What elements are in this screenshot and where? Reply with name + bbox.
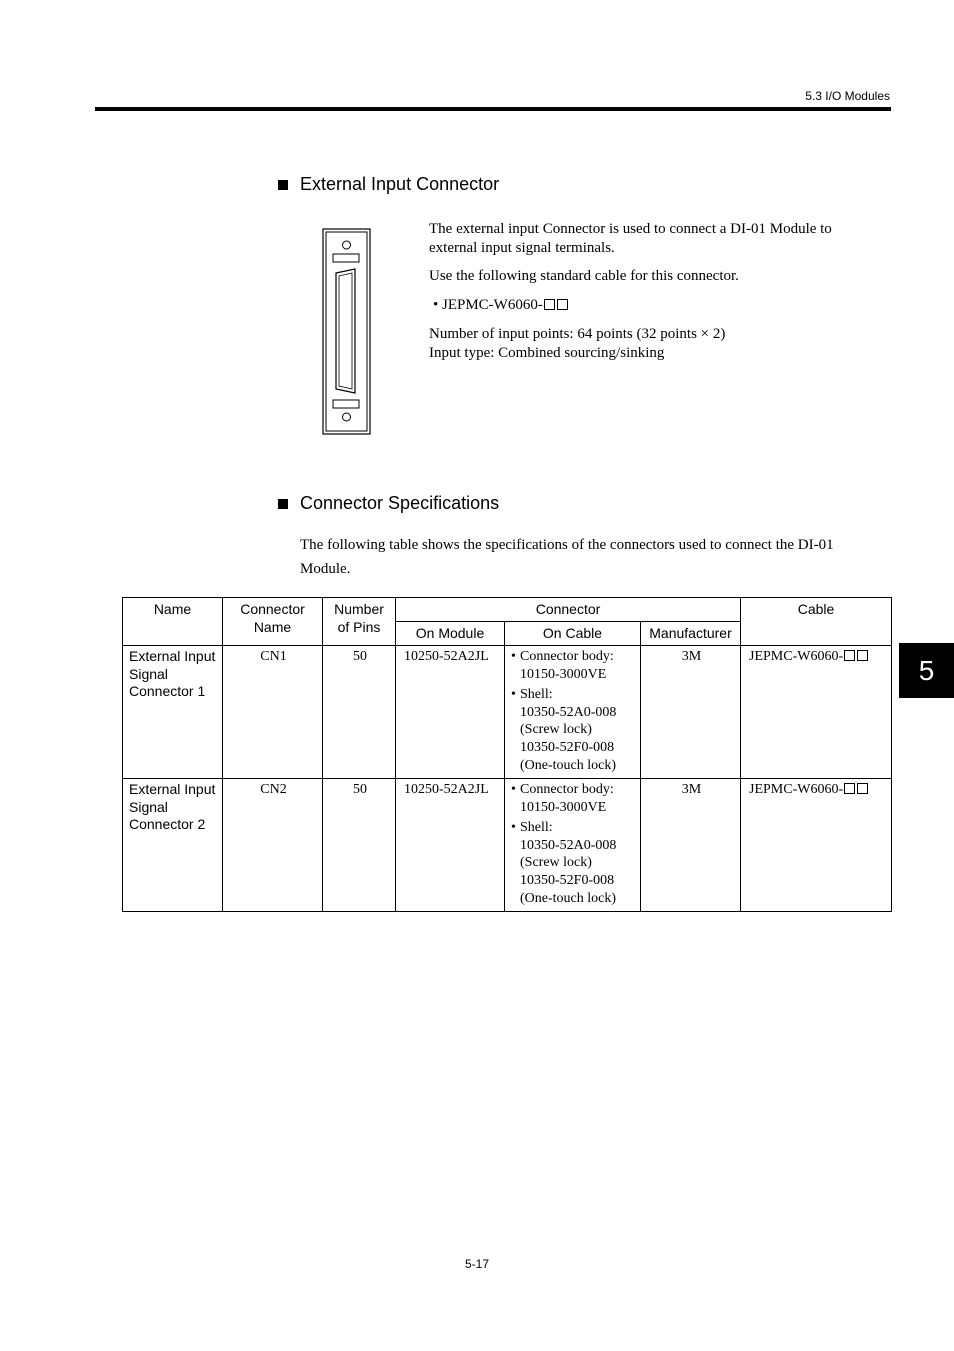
shell-label: Shell: [520, 687, 553, 703]
cell-cable [741, 646, 892, 779]
external-input-heading [278, 174, 499, 195]
cell-on-cable: • Connector body: 10150-3000VE • Shell: 10350-52A0-008 (Screw lock) 10350-52F0-008 (One-touch lock) [505, 646, 641, 779]
connector-illustration [322, 228, 371, 435]
screw-lock-note: (Screw lock) [520, 855, 592, 871]
shell-label: Shell: [520, 820, 553, 836]
input-type-text: Input type: Combined sourcing/sinking [429, 345, 665, 361]
col-header-cable: Cable [741, 598, 892, 646]
col-header-on-cable: On Cable [505, 622, 641, 646]
table-row [123, 779, 892, 912]
body-label: Connector body: [520, 649, 614, 664]
cell-name: External Input Signal Connector 1 [123, 646, 223, 779]
header-rule [95, 107, 891, 111]
cell-on-cable: • Connector body: 10150-3000VE • Shell: 10350-52A0-008 (Screw lock) 10350-52F0-008 (One-touch lock) [505, 779, 641, 912]
placeholder-squares-icon [844, 783, 868, 794]
shell-screw-part: 10350-52A0-008 [520, 837, 617, 853]
placeholder-squares-icon [544, 299, 568, 310]
cell-name: External Input Signal Connector 2 [123, 779, 223, 912]
body-part: 10150-3000VE [520, 666, 607, 682]
cell-pins: 50 [323, 646, 396, 779]
cable-part: JEPMC-W6060- [749, 782, 844, 797]
cell-pins: 50 [323, 779, 396, 912]
cable-instruction: Use the following standard cable for this connector. [429, 268, 739, 284]
col-header-connector: Connector [396, 598, 741, 622]
placeholder-squares-icon [844, 650, 868, 661]
connector-specs-heading [278, 493, 499, 514]
touch-lock-note: (One-touch lock) [520, 890, 617, 906]
input-points-text: Number of input points: 64 points (32 points × 2) [429, 326, 726, 342]
body-label: Connector body: [520, 782, 614, 797]
cable-list-item [429, 296, 879, 315]
col-header-pins: Number of Pins [323, 598, 396, 646]
cell-on-module: 10250-52A2JL [396, 646, 505, 779]
touch-lock-note: (One-touch lock) [520, 757, 617, 773]
connector-spec-table [122, 597, 892, 912]
shell-touch-part: 10350-52F0-008 [520, 872, 615, 888]
square-bullet-icon [278, 499, 288, 509]
external-input-heading-text: External Input Connector [300, 174, 500, 194]
col-header-manufacturer: Manufacturer [641, 622, 741, 646]
table-header-row [123, 598, 892, 622]
cable-part: JEPMC-W6060- [749, 649, 844, 664]
page-number: 5-17 [464, 1257, 490, 1271]
running-header: 5.3 I/O Modules [805, 89, 890, 103]
cell-manufacturer: 3M [641, 646, 741, 779]
external-input-body [429, 220, 879, 363]
chapter-tab: 5 [899, 643, 954, 698]
col-header-on-module: On Module [396, 622, 505, 646]
cell-cable [741, 779, 892, 912]
cell-connector-name: CN1 [223, 646, 323, 779]
table-row [123, 646, 892, 779]
shell-screw-part: 10350-52A0-008 [520, 704, 617, 720]
screw-lock-note: (Screw lock) [520, 722, 592, 738]
col-header-name: Name [123, 598, 223, 646]
cell-manufacturer: 3M [641, 779, 741, 912]
col-header-connector-name: Connector Name [223, 598, 323, 646]
cell-on-module: 10250-52A2JL [396, 779, 505, 912]
cable-item-text: • JEPMC-W6060- [433, 297, 543, 313]
body-part: 10150-3000VE [520, 799, 607, 815]
description-paragraph: The external input Connector is used to connect a DI-01 Module to external input signal terminals. [429, 221, 832, 256]
shell-touch-part: 10350-52F0-008 [520, 739, 615, 755]
specs-intro: The following table shows the specifications of the connectors used to connect the DI-01 Module. [300, 537, 834, 577]
square-bullet-icon [278, 180, 288, 190]
cell-connector-name: CN2 [223, 779, 323, 912]
connector-specs-heading-text: Connector Specifications [300, 493, 500, 513]
